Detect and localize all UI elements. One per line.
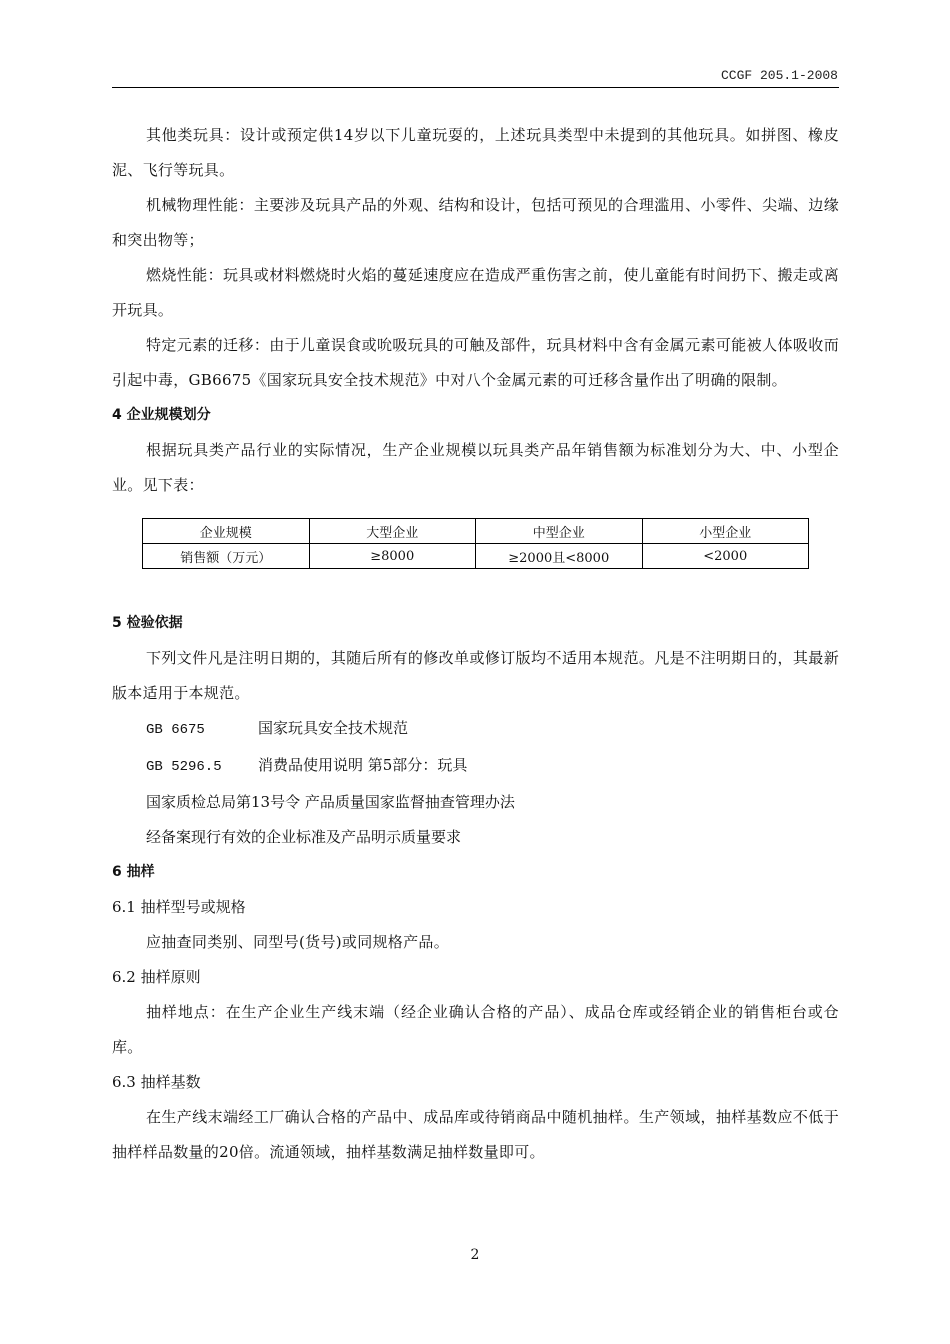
header-rule	[112, 87, 839, 88]
paragraph-element-migration: 特定元素的迁移：由于儿童误食或吮吸玩具的可触及部件，玩具材料中含有金属元素可能被人体吸收而引起中毒，GB6675《国家玩具安全技术规范》中对八个金属元素的可迁移含量作出了明确的限制。	[112, 336, 839, 389]
subsection-6-3-title: 6.3 抽样基数	[112, 1073, 201, 1091]
subsection-6-1-text: 应抽查同类别、同型号(货号)或同规格产品。	[146, 933, 450, 951]
table-cell: ≥8000	[309, 544, 476, 569]
scale-table-wrapper	[142, 518, 839, 606]
table-cell: <2000	[642, 544, 809, 569]
section-5-title: 5 检验依据	[112, 615, 183, 631]
table-header-cell: 企业规模	[143, 519, 310, 544]
reference-item	[112, 711, 839, 748]
page-number: 2	[470, 1247, 480, 1263]
reference-code: GB 5296.5	[146, 759, 222, 775]
section-5-text: 下列文件凡是注明日期的，其随后所有的修改单或修订版均不适用本规范。凡是不注明期日的，其最新版本适用于本规范。	[112, 649, 839, 702]
table-header-row	[143, 519, 809, 544]
reference-name: 消费品使用说明 第5部分：玩具	[258, 756, 468, 774]
subsection-6-3-text: 在生产线末端经工厂确认合格的产品中、成品库或待销商品中随机抽样。生产领域，抽样基数应不低于抽样样品数量的20倍。流通领域，抽样基数满足抽样数量即可。	[112, 1108, 839, 1161]
reference-item: 国家质检总局第13号令 产品质量国家监督抽查管理办法	[146, 793, 515, 811]
section-4-title: 4 企业规模划分	[112, 407, 211, 423]
section-6-title: 6 抽样	[112, 864, 155, 880]
table-header-cell: 中型企业	[476, 519, 643, 544]
paragraph-mechanical: 机械物理性能：主要涉及玩具产品的外观、结构和设计，包括可预见的合理滥用、小零件、尖端、边缘和突出物等；	[112, 196, 839, 249]
page-content	[112, 118, 839, 1170]
reference-item: 经备案现行有效的企业标准及产品明示质量要求	[146, 828, 462, 846]
section-4-text: 根据玩具类产品行业的实际情况，生产企业规模以玩具类产品年销售额为标准划分为大、中、小型企业。见下表：	[112, 441, 839, 494]
reference-code: GB 6675	[146, 722, 205, 738]
subsection-6-1-title: 6.1 抽样型号或规格	[112, 898, 246, 916]
table-header-cell: 小型企业	[642, 519, 809, 544]
document-code: CCGF 205.1-2008	[720, 68, 838, 83]
reference-name: 国家玩具安全技术规范	[258, 719, 409, 737]
paragraph-flammability: 燃烧性能：玩具或材料燃烧时火焰的蔓延速度应在造成严重伤害之前，使儿童能有时间扔下、搬走或离开玩具。	[112, 266, 839, 319]
enterprise-scale-table	[142, 518, 809, 569]
table-header-cell: 大型企业	[309, 519, 476, 544]
paragraph-other-toys: 其他类玩具：设计或预定供14岁以下儿童玩耍的，上述玩具类型中未提到的其他玩具。如拼图、橡皮泥、飞行等玩具。	[112, 126, 839, 179]
table-cell: ≥2000且<8000	[476, 544, 643, 569]
reference-item	[112, 748, 839, 785]
table-row	[143, 544, 809, 569]
subsection-6-2-text: 抽样地点：在生产企业生产线末端（经企业确认合格的产品）、成品仓库或经销企业的销售柜台或仓库。	[112, 1003, 839, 1056]
subsection-6-2-title: 6.2 抽样原则	[112, 968, 201, 986]
table-cell: 销售额（万元）	[143, 544, 310, 569]
